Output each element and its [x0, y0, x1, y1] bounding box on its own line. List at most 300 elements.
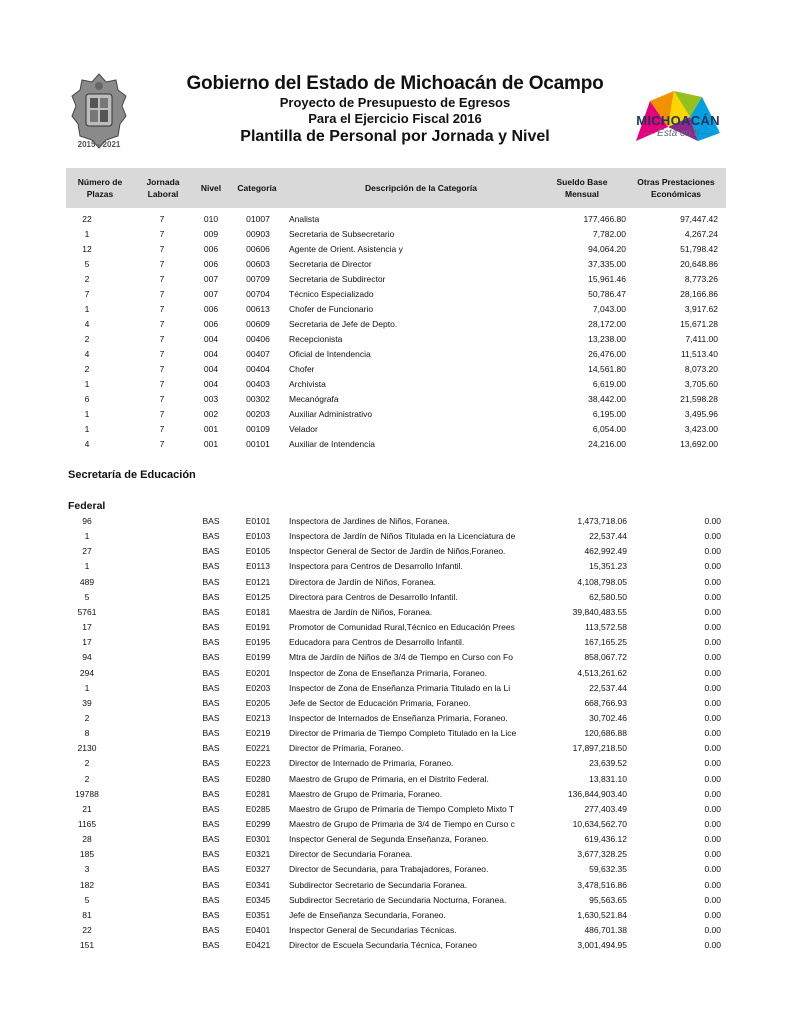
- cell-nivel: 006: [203, 319, 219, 329]
- cell-descripcion: Jefe de Enseñanza Secundaria, Foraneo.: [289, 909, 446, 920]
- cell-jornada: 7: [159, 364, 165, 374]
- cell-otras: 0.00: [704, 773, 721, 784]
- cell-nivel: 004: [203, 334, 219, 344]
- cell-otras: 0.00: [704, 819, 721, 829]
- cell-categoria: E0103: [245, 531, 271, 542]
- cell-categoria: E0195: [245, 637, 271, 648]
- table-row: [0, 546, 791, 561]
- table-row: [0, 849, 791, 864]
- cell-categoria: 00609: [246, 319, 270, 329]
- cell-plazas: 5761: [77, 606, 97, 617]
- cell-jornada: 7: [159, 289, 165, 299]
- cell-sueldo: 1,473,718.06: [577, 516, 627, 526]
- cell-otras: 3,705.60: [684, 379, 718, 389]
- cell-plazas: 19788: [75, 788, 99, 799]
- cell-nivel: BAS: [202, 712, 220, 723]
- cell-plazas: 5: [84, 259, 90, 269]
- cell-descripcion: Oficial de Intendencia: [289, 349, 371, 359]
- cell-plazas: 2130: [77, 743, 97, 754]
- cell-sueldo: 486,701.38: [584, 925, 627, 936]
- header-otras: Otras Prestaciones Económicas: [637, 177, 715, 199]
- cell-sueldo: 7,043.00: [592, 304, 626, 314]
- cell-sueldo: 14,561.80: [588, 364, 626, 374]
- cell-nivel: 003: [203, 394, 219, 404]
- cell-otras: 0.00: [704, 697, 721, 708]
- cell-descripcion: Maestro de Grupo de Primaria de Tiempo Completo Mixto T: [289, 803, 515, 814]
- cell-descripcion: Director de Primaria de Tiempo Completo Titulado en la Lice: [289, 728, 517, 739]
- cell-otras: 13,692.00: [680, 439, 718, 449]
- header-jornada: Jornada Laboral: [146, 177, 180, 199]
- cell-descripcion: Subdirector Secretario de Secundaria Nocturna, Foranea.: [289, 894, 507, 905]
- cell-nivel: BAS: [202, 516, 220, 526]
- table-row: [0, 728, 791, 743]
- table-row: [0, 819, 791, 834]
- cell-categoria: E0327: [245, 864, 271, 875]
- table-row: [0, 274, 791, 289]
- cell-jornada: 7: [159, 244, 165, 254]
- table-row: [0, 713, 791, 728]
- cell-sueldo: 30,702.46: [589, 712, 627, 723]
- cell-otras: 0.00: [704, 606, 721, 617]
- cell-categoria: 00606: [246, 244, 270, 254]
- table-row: [0, 439, 791, 454]
- cell-categoria: E0421: [245, 940, 271, 951]
- table-row: [0, 910, 791, 925]
- table-row: [0, 334, 791, 349]
- table-row: [0, 394, 791, 409]
- cell-descripcion: Chofer: [289, 364, 315, 374]
- cell-descripcion: Recepcionista: [289, 334, 343, 344]
- cell-otras: 0.00: [704, 894, 721, 905]
- cell-sueldo: 10,634,562.70: [572, 819, 627, 829]
- table-row: [0, 789, 791, 804]
- cell-descripcion: Inspectora de Jardines de Niños, Foranea.: [289, 516, 450, 526]
- cell-descripcion: Inspector de Internados de Enseñanza Primaria, Foraneo.: [289, 712, 508, 723]
- cell-otras: 28,166.86: [680, 289, 718, 299]
- cell-otras: 0.00: [704, 637, 721, 648]
- cell-plazas: 3: [84, 864, 90, 875]
- cell-nivel: BAS: [202, 546, 220, 557]
- cell-categoria: 00203: [246, 409, 270, 419]
- cell-plazas: 6: [84, 394, 90, 404]
- cell-otras: 0.00: [704, 591, 721, 602]
- cell-categoria: E0351: [245, 909, 271, 920]
- cell-nivel: 007: [203, 274, 219, 284]
- cell-sueldo: 13,238.00: [588, 334, 626, 344]
- cell-descripcion: Inspector General de Segunda Enseñanza, Foraneo.: [289, 834, 489, 845]
- cell-sueldo: 15,961.46: [588, 274, 626, 284]
- cell-plazas: 27: [82, 546, 92, 557]
- cell-jornada: 7: [159, 424, 165, 434]
- cell-descripcion: Maestro de Grupo de Primaria de 3/4 de Tiempo en Curso c: [289, 819, 515, 829]
- cell-plazas: 182: [79, 879, 95, 890]
- table-row: [0, 561, 791, 576]
- cell-plazas: 1: [84, 682, 90, 693]
- cell-plazas: 1: [84, 424, 90, 434]
- cell-otras: 0.00: [704, 546, 721, 557]
- table-row: [0, 940, 791, 955]
- cell-descripcion: Inspector de Zona de Enseñanza Primaria, Foraneo.: [289, 667, 487, 678]
- table-row: [0, 864, 791, 879]
- table-row: [0, 622, 791, 637]
- header-plazas: Número de Plazas: [77, 177, 123, 199]
- cell-otras: 21,598.28: [680, 394, 718, 404]
- cell-sueldo: 3,677,328.25: [577, 849, 627, 860]
- cell-nivel: BAS: [202, 531, 220, 542]
- subtitle-budget: Proyecto de Presupuesto de Egresos: [279, 95, 511, 110]
- table-column-headers: [66, 168, 726, 208]
- cell-descripcion: Auxiliar Administrativo: [289, 409, 373, 419]
- cell-plazas: 489: [79, 576, 95, 587]
- cell-sueldo: 28,172.00: [588, 319, 626, 329]
- cell-plazas: 2: [84, 274, 90, 284]
- cell-sueldo: 62,580.50: [589, 591, 627, 602]
- cell-otras: 0.00: [704, 849, 721, 860]
- cell-categoria: E0301: [245, 834, 271, 845]
- cell-categoria: 00404: [246, 364, 270, 374]
- cell-sueldo: 7,782.00: [592, 229, 626, 239]
- table-row: [0, 652, 791, 667]
- cell-sueldo: 277,403.49: [584, 803, 627, 814]
- cell-nivel: 009: [203, 229, 219, 239]
- cell-nivel: BAS: [202, 622, 220, 633]
- header-descripcion: Descripción de la Categoría: [365, 183, 477, 193]
- cell-otras: 0.00: [704, 864, 721, 875]
- cell-sueldo: 619,436.12: [584, 834, 627, 845]
- cell-categoria: E0101: [245, 516, 271, 526]
- cell-descripcion: Archivista: [289, 379, 326, 389]
- cell-nivel: BAS: [202, 561, 220, 572]
- cell-categoria: E0285: [245, 803, 271, 814]
- table-row: [0, 880, 791, 895]
- cell-sueldo: 24,216.00: [588, 439, 626, 449]
- cell-sueldo: 50,786.47: [588, 289, 626, 299]
- cell-nivel: BAS: [202, 909, 220, 920]
- header-categoria: Categoría: [237, 183, 277, 193]
- table-row: [0, 531, 791, 546]
- cell-plazas: 5: [84, 591, 90, 602]
- seal-years: 2015 - 2021: [77, 140, 121, 149]
- cell-jornada: 7: [159, 394, 165, 404]
- cell-sueldo: 15,351.23: [589, 561, 627, 572]
- cell-descripcion: Maestro de Grupo de Primaria, en el Distrito Federal.: [289, 773, 489, 784]
- cell-categoria: E0221: [245, 743, 271, 754]
- cell-plazas: 1: [84, 229, 90, 239]
- cell-plazas: 7: [84, 289, 90, 299]
- cell-otras: 0.00: [704, 561, 721, 572]
- cell-descripcion: Promotor de Comunidad Rural,Técnico en Educación Prees: [289, 622, 515, 633]
- table-row: [0, 758, 791, 773]
- cell-otras: 3,495.96: [684, 409, 718, 419]
- cell-descripcion: Directora de Jardín de Niños, Foranea.: [289, 576, 436, 587]
- table-row: [0, 607, 791, 622]
- cell-nivel: 001: [203, 424, 219, 434]
- cell-jornada: 7: [159, 349, 165, 359]
- cell-otras: 0.00: [704, 622, 721, 633]
- cell-categoria: 00903: [246, 229, 270, 239]
- cell-sueldo: 39,840,483.55: [572, 606, 627, 617]
- cell-descripcion: Inspector General de Sector de Jardín de Niños,Foraneo.: [289, 546, 506, 557]
- cell-nivel: BAS: [202, 849, 220, 860]
- cell-categoria: 00603: [246, 259, 270, 269]
- cell-sueldo: 858,067.72: [584, 652, 627, 663]
- table-row: [0, 304, 791, 319]
- table-row: [0, 834, 791, 849]
- cell-otras: 7,411.00: [685, 334, 718, 344]
- table-row: [0, 895, 791, 910]
- cell-nivel: BAS: [202, 834, 220, 845]
- cell-plazas: 96: [82, 516, 92, 526]
- cell-nivel: 010: [203, 214, 219, 224]
- cell-nivel: 004: [203, 349, 219, 359]
- cell-sueldo: 38,442.00: [588, 394, 626, 404]
- cell-plazas: 94: [82, 652, 92, 663]
- cell-otras: 0.00: [704, 667, 721, 678]
- section-title: Secretaría de Educación: [68, 469, 196, 481]
- cell-otras: 0.00: [704, 879, 721, 890]
- table-row: [0, 379, 791, 394]
- cell-sueldo: 6,195.00: [592, 409, 626, 419]
- cell-descripcion: Inspectora de Jardín de Niños Titulada en la Licenciatura de: [289, 531, 516, 542]
- cell-otras: 8,073.20: [684, 364, 718, 374]
- cell-otras: 0.00: [704, 803, 721, 814]
- cell-otras: 97,447.42: [680, 214, 718, 224]
- cell-categoria: 01007: [246, 214, 270, 224]
- cell-otras: 11,513.40: [680, 349, 718, 359]
- table-row: [0, 683, 791, 698]
- cell-sueldo: 6,619.00: [592, 379, 626, 389]
- cell-sueldo: 94,064.20: [588, 244, 626, 254]
- cell-plazas: 1: [84, 379, 90, 389]
- cell-categoria: E0219: [245, 728, 271, 739]
- cell-otras: 0.00: [704, 925, 721, 936]
- cell-otras: 0.00: [704, 834, 721, 845]
- cell-descripcion: Chofer de Funcionario: [289, 304, 374, 314]
- cell-categoria: 00407: [246, 349, 270, 359]
- cell-plazas: 2: [84, 773, 90, 784]
- cell-descripcion: Secretaria de Subdirector: [289, 274, 386, 284]
- cell-jornada: 7: [159, 274, 165, 284]
- header-nivel: Nivel: [200, 183, 222, 193]
- cell-jornada: 7: [159, 259, 165, 269]
- cell-sueldo: 167,165.25: [584, 637, 627, 648]
- table-row: [0, 698, 791, 713]
- cell-plazas: 2: [84, 334, 90, 344]
- cell-plazas: 1: [84, 531, 90, 542]
- cell-plazas: 39: [82, 697, 92, 708]
- cell-otras: 0.00: [704, 576, 721, 587]
- table-row: [0, 743, 791, 758]
- cell-nivel: 001: [203, 439, 219, 449]
- cell-descripcion: Agente de Orient. Asistencia y: [289, 244, 403, 254]
- cell-nivel: BAS: [202, 925, 220, 936]
- table-row: [0, 364, 791, 379]
- cell-descripcion: Secretaria de Jefe de Depto.: [289, 319, 398, 329]
- cell-categoria: E0213: [245, 712, 271, 723]
- cell-nivel: BAS: [202, 940, 220, 951]
- cell-categoria: 00406: [246, 334, 270, 344]
- cell-nivel: BAS: [202, 758, 220, 769]
- cell-nivel: BAS: [202, 894, 220, 905]
- cell-plazas: 21: [82, 803, 92, 814]
- cell-plazas: 4: [84, 439, 90, 449]
- cell-descripcion: Auxiliar de Intendencia: [289, 439, 376, 449]
- cell-descripcion: Director de Secundaria Foranea.: [289, 849, 413, 860]
- cell-descripcion: Inspector de Zona de Enseñanza Primaria Titulado en la Li: [289, 682, 511, 693]
- cell-categoria: E0205: [245, 697, 271, 708]
- cell-otras: 0.00: [704, 728, 721, 739]
- cell-plazas: 1: [84, 561, 90, 572]
- table-row: [0, 409, 791, 424]
- cell-plazas: 1: [84, 409, 90, 419]
- subsection-title: Federal: [68, 500, 106, 512]
- cell-plazas: 22: [82, 214, 92, 224]
- cell-nivel: BAS: [202, 652, 220, 663]
- cell-plazas: 2: [84, 712, 90, 723]
- cell-descripcion: Educadora para Centros de Desarrollo Infantil.: [289, 637, 465, 648]
- cell-plazas: 22: [82, 925, 92, 936]
- cell-nivel: BAS: [202, 743, 220, 754]
- cell-plazas: 151: [79, 940, 95, 951]
- cell-nivel: BAS: [202, 606, 220, 617]
- page-header: [0, 60, 791, 160]
- cell-nivel: 006: [203, 244, 219, 254]
- cell-plazas: 8: [84, 728, 90, 739]
- cell-plazas: 17: [82, 622, 92, 633]
- cell-otras: 20,648.86: [680, 259, 718, 269]
- cell-jornada: 7: [159, 214, 165, 224]
- table-row: [0, 229, 791, 244]
- cell-otras: 0.00: [704, 712, 721, 723]
- subtitle-fiscal-year: Para el Ejercicio Fiscal 2016: [308, 111, 482, 126]
- cell-categoria: E0201: [245, 667, 271, 678]
- cell-otras: 0.00: [704, 758, 721, 769]
- cell-nivel: 006: [203, 259, 219, 269]
- cell-nivel: 004: [203, 379, 219, 389]
- cell-plazas: 185: [79, 849, 95, 860]
- cell-sueldo: 22,537.44: [589, 682, 627, 693]
- cell-descripcion: Secretaria de Subsecretario: [289, 229, 395, 239]
- cell-otras: 0.00: [704, 516, 721, 526]
- cell-otras: 0.00: [704, 531, 721, 542]
- cell-descripcion: Director de Secundaria, para Trabajadores, Foraneo.: [289, 864, 489, 875]
- cell-otras: 4,267.24: [684, 229, 718, 239]
- cell-otras: 0.00: [704, 788, 721, 799]
- cell-nivel: BAS: [202, 788, 220, 799]
- cell-categoria: E0191: [245, 622, 271, 633]
- cell-nivel: BAS: [202, 697, 220, 708]
- cell-nivel: BAS: [202, 819, 220, 829]
- cell-nivel: BAS: [202, 728, 220, 739]
- cell-sueldo: 1,630,521.84: [577, 909, 627, 920]
- cell-plazas: 12: [82, 244, 92, 254]
- cell-sueldo: 23,639.52: [589, 758, 627, 769]
- cell-jornada: 7: [159, 409, 165, 419]
- cell-categoria: E0125: [245, 591, 271, 602]
- table-row: [0, 637, 791, 652]
- subtitle-staffing: Plantilla de Personal por Jornada y Nivel: [240, 128, 550, 145]
- cell-categoria: E0181: [245, 606, 271, 617]
- cell-descripcion: Velador: [289, 424, 318, 434]
- title-block: [170, 73, 620, 147]
- table-row: [0, 592, 791, 607]
- cell-plazas: 2: [84, 758, 90, 769]
- header-sueldo: Sueldo Base Mensual: [556, 177, 608, 199]
- cell-descripcion: Mtra de Jardín de Niños de 3/4 de Tiempo en Curso con Fo: [289, 652, 513, 663]
- cell-descripcion: Analista: [289, 214, 320, 224]
- cell-sueldo: 17,897,218.50: [572, 743, 627, 754]
- cell-sueldo: 26,476.00: [588, 349, 626, 359]
- cell-sueldo: 113,572.58: [585, 622, 627, 633]
- cell-descripcion: Maestra de Jardín de Niños, Foranea.: [289, 606, 433, 617]
- cell-descripcion: Técnico Especializado: [289, 289, 374, 299]
- table-row: [0, 774, 791, 789]
- cell-jornada: 7: [159, 304, 165, 314]
- cell-otras: 3,917.62: [684, 304, 718, 314]
- cell-sueldo: 177,466.80: [583, 214, 626, 224]
- cell-nivel: BAS: [202, 773, 220, 784]
- cell-descripcion: Director de Primaria, Foraneo.: [289, 743, 404, 754]
- table-row: [0, 577, 791, 592]
- table-row: [0, 925, 791, 940]
- cell-jornada: 7: [159, 334, 165, 344]
- cell-categoria: E0345: [245, 894, 271, 905]
- cell-descripcion: Jefe de Sector de Educación Primaria, Foraneo.: [289, 697, 471, 708]
- cell-otras: 3,423.00: [684, 424, 718, 434]
- table-row: [0, 259, 791, 274]
- cell-plazas: 1165: [77, 819, 97, 829]
- cell-plazas: 1: [84, 304, 90, 314]
- cell-descripcion: Inspectora para Centros de Desarrollo Infantil.: [289, 561, 463, 572]
- table-row: [0, 289, 791, 304]
- cell-sueldo: 4,108,798.05: [577, 576, 627, 587]
- cell-categoria: E0199: [245, 652, 271, 663]
- cell-categoria: 00101: [246, 439, 270, 449]
- cell-nivel: 006: [203, 304, 219, 314]
- cell-categoria: 00302: [246, 394, 270, 404]
- logo-tagline: — Está en ti —: [644, 128, 712, 139]
- cell-plazas: 17: [82, 637, 92, 648]
- cell-nivel: 007: [203, 289, 219, 299]
- cell-nivel: 004: [203, 364, 219, 374]
- cell-categoria: E0321: [245, 849, 271, 860]
- cell-otras: 0.00: [704, 743, 721, 754]
- cell-sueldo: 136,844,903.40: [567, 788, 627, 799]
- cell-categoria: 00613: [246, 304, 270, 314]
- cell-categoria: E0280: [245, 773, 271, 784]
- table-row: [0, 516, 791, 531]
- cell-otras: 8,773.26: [684, 274, 718, 284]
- cell-otras: 0.00: [704, 682, 721, 693]
- cell-otras: 0.00: [704, 940, 721, 951]
- cell-sueldo: 3,478,516.86: [577, 879, 627, 890]
- cell-otras: 51,798.42: [680, 244, 718, 254]
- cell-sueldo: 4,513,261.62: [577, 667, 627, 678]
- table-row: [0, 349, 791, 364]
- cell-sueldo: 37,335.00: [588, 259, 626, 269]
- cell-otras: 0.00: [704, 909, 721, 920]
- cell-sueldo: 3,001,494.95: [577, 940, 627, 951]
- cell-categoria: E0113: [246, 561, 270, 572]
- cell-descripcion: Mecanógrafa: [289, 394, 339, 404]
- cell-categoria: E0203: [245, 682, 271, 693]
- cell-jornada: 7: [159, 379, 165, 389]
- cell-categoria: E0341: [245, 879, 271, 890]
- cell-sueldo: 13,831.10: [589, 773, 627, 784]
- cell-sueldo: 22,537.44: [589, 531, 627, 542]
- cell-descripcion: Inspector General de Secundarias Técnicas.: [289, 925, 457, 936]
- cell-nivel: BAS: [202, 637, 220, 648]
